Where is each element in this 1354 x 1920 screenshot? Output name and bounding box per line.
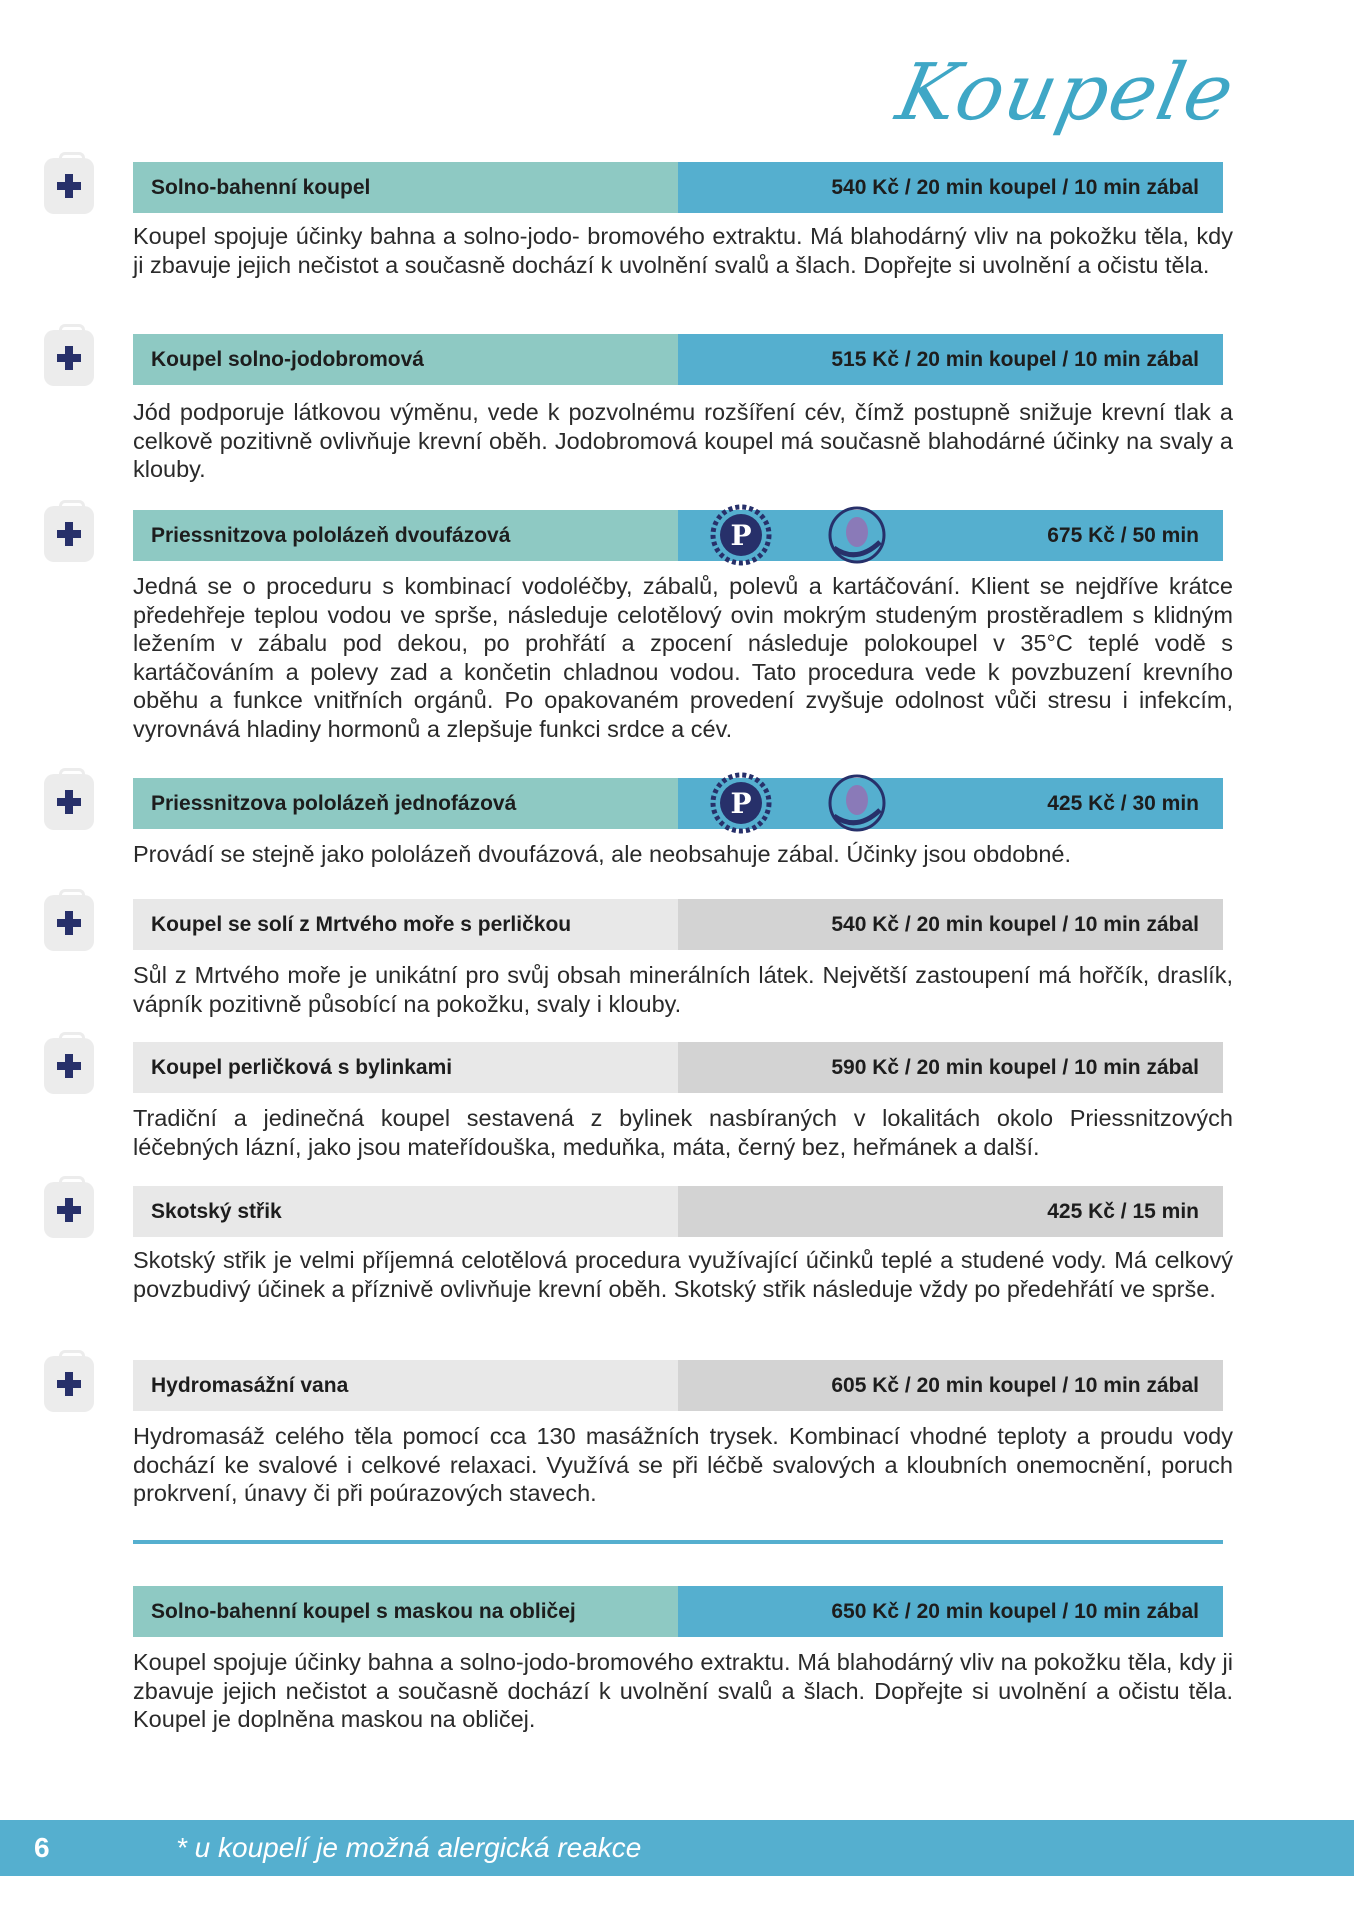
treatment-price: 590 Kč / 20 min koupel / 10 min zábal [678, 1042, 1223, 1093]
section-divider [133, 1540, 1223, 1544]
treatment-description: Tradiční a jedinečná koupel sestavená z bylinek nasbíraných v lokalitách okolo Priessnitzových léčebných lázní, jako jsou mateřídouška, meduňka, máta, černý bez, heřmánek a další. [133, 1105, 1233, 1160]
treatment-name: Skotský střik [133, 1186, 678, 1237]
add-treatment-button[interactable] [44, 506, 94, 562]
add-treatment-button[interactable] [44, 1356, 94, 1412]
add-treatment-button[interactable] [44, 1038, 94, 1094]
plus-icon [55, 1370, 83, 1398]
plus-icon [55, 909, 83, 937]
treatment-name: Koupel perličková s bylinkami [133, 1042, 678, 1093]
page-footer [0, 1820, 1354, 1876]
treatment-name: Solno-bahenní koupel [133, 162, 678, 213]
treatment-header [133, 899, 1223, 950]
footer-note: * u koupelí je možná alergická reakce [176, 1832, 642, 1863]
treatment-description: Sůl z Mrtvého moře je unikátní pro svůj obsah minerálních látek. Největší zastoupení má hořčík, draslík, vápník pozitivně působící na pokožku, svaly i klouby. [133, 962, 1233, 1017]
plus-icon [55, 172, 83, 200]
treatment-price [678, 510, 1223, 561]
treatment-description: Skotský střik je velmi příjemná celotělová procedura využívající účinků teplé a studené vody. Má celkový povzbudivý účinek a příznivě ovlivňuje krevní oběh. Skotský střik následuje vždy po předehřátí ve sprše. [133, 1247, 1233, 1302]
plus-icon [55, 520, 83, 548]
add-treatment-button[interactable] [44, 1182, 94, 1238]
treatment-name: Hydromasážní vana [133, 1360, 678, 1411]
add-treatment-button[interactable] [44, 895, 94, 951]
jesenik-badge-icon [824, 770, 890, 836]
treatment-header [133, 334, 1223, 385]
treatment-name: Koupel solno-jodobromová [133, 334, 678, 385]
treatment-description: Koupel spojuje účinky bahna a solno-jodo- bromového extraktu. Má blahodárný vliv na pokožku těla, kdy ji zbavuje jejich nečistot a současně dochází k uvolnění svalů a šlach. Dopřejte si uvolnění a očistu těla. [133, 223, 1233, 278]
treatment-price: 650 Kč / 20 min koupel / 10 min zábal [678, 1586, 1223, 1637]
treatment-header [133, 1186, 1223, 1237]
priessnitz-badge-icon [708, 502, 774, 568]
treatment-price: 540 Kč / 20 min koupel / 10 min zábal [678, 162, 1223, 213]
treatment-description: Hydromasáž celého těla pomocí cca 130 masážních trysek. Kombinací vhodné teploty a proudu vody dochází ke svalové i celkové relaxaci. Využívá se při léčbě svalových a kloubních onemocnění, poruch prokrvení, únavy či při poúrazových stavech. [133, 1423, 1233, 1506]
treatment-header [133, 1360, 1223, 1411]
treatment-description: Jedná se o proceduru s kombinací vodoléčby, zábalů, polevů a kartáčování. Klient se nejdříve krátce předehřeje teplou vodou ve sprše, následuje celotělový ovin mokrým studeným prostěradlem s klidným ležením v zábalu pod dekou, po prohřátí a zpocení následuje polokoupel v 35°C teplé vodě s kartáčováním a polevy zad a končetin chladnou vodou. Tato procedura vede k povzbuzení krevního oběhu a funkce vnitřních orgánů. Po opakovaném provedení zvyšuje odolnost vůči stresu i infekcím, vyrovnává hladiny hormonů a zlepšuje funkci srdce a cév. [133, 573, 1233, 742]
jesenik-badge-icon [824, 502, 890, 568]
plus-icon [55, 1196, 83, 1224]
treatment-price: 540 Kč / 20 min koupel / 10 min zábal [678, 899, 1223, 950]
treatment-header [133, 1042, 1223, 1093]
add-treatment-button[interactable] [44, 158, 94, 214]
treatment-name: Koupel se solí z Mrtvého moře s perličkou [133, 899, 678, 950]
add-treatment-button[interactable] [44, 330, 94, 386]
treatment-price-text: 675 Kč / 50 min [1047, 523, 1199, 547]
treatment-price [678, 778, 1223, 829]
treatment-price-text: 425 Kč / 30 min [1047, 791, 1199, 815]
treatment-header [133, 510, 1223, 561]
treatment-name: Priessnitzova pololázeň jednofázová [133, 778, 678, 829]
treatment-name: Solno-bahenní koupel s maskou na obličej [133, 1586, 678, 1637]
treatment-price: 515 Kč / 20 min koupel / 10 min zábal [678, 334, 1223, 385]
svg-text:P: P [730, 519, 752, 552]
page-number: 6 [34, 1832, 50, 1863]
treatment-header [133, 1586, 1223, 1637]
plus-icon [55, 1052, 83, 1080]
svg-text:P: P [730, 787, 752, 820]
treatment-description: Jód podporuje látkovou výměnu, vede k pozvolnému rozšíření cév, čímž postupně snižuje krevní tlak a celkově pozitivně ovlivňuje krevní oběh. Jodobromová koupel má současně blahodárné účinky na svaly a klouby. [133, 399, 1233, 482]
priessnitz-badge-icon [708, 770, 774, 836]
page-heading: Koupele [889, 48, 1244, 138]
treatment-price: 605 Kč / 20 min koupel / 10 min zábal [678, 1360, 1223, 1411]
plus-icon [55, 788, 83, 816]
add-treatment-button[interactable] [44, 774, 94, 830]
treatment-header [133, 162, 1223, 213]
treatment-name: Priessnitzova pololázeň dvoufázová [133, 510, 678, 561]
treatment-header [133, 778, 1223, 829]
treatment-description: Koupel spojuje účinky bahna a solno-jodo-bromového extraktu. Má blahodárný vliv na pokožku těla, kdy ji zbavuje jejich nečistot a současně dochází k uvolnění svalů a šlach. Dopřejte si uvolnění a očistu těla. Koupel je doplněna maskou na obličej. [133, 1649, 1233, 1732]
treatment-price: 425 Kč / 15 min [678, 1186, 1223, 1237]
treatment-description: Provádí se stejně jako pololázeň dvoufázová, ale neobsahuje zábal. Účinky jsou obdobné. [133, 841, 1072, 867]
plus-icon [55, 344, 83, 372]
